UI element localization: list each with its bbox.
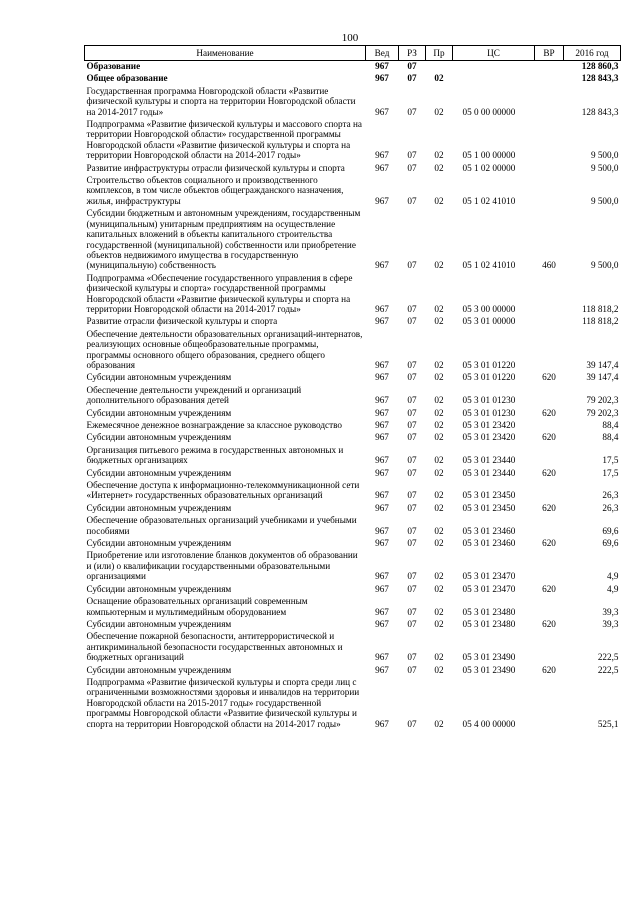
cell-cs: 05 3 01 23490 <box>462 664 516 675</box>
cell-name: Подпрограмма «Развитие физической культуры и спорта среди лиц с ограниченными возможностями здоровья и инвалидов на территории Новгородской области на 2015-2017 годы» государственной программы Новгородской области «Развитие физической культуры и спорта на территории Новгородской области на 2014-2017 годы» <box>86 676 360 729</box>
cell-cs: 05 3 00 00000 <box>462 303 516 314</box>
cell-ved: 967 <box>375 162 389 173</box>
cell-name: Строительство объектов социального и производственного комплексов, в том числе объектов общегражданского назначения, жилья, инфраструктуры <box>86 175 344 206</box>
cell-rz: 07 <box>407 150 417 161</box>
cell-name: Обеспечение пожарной безопасности, антитеррористической и антикриминальной безопасности государственных автономных и бюджетных организаций <box>86 631 343 663</box>
cell-sum: 88,4 <box>602 432 619 443</box>
cell-rz: 07 <box>407 372 417 383</box>
cell-ved: 967 <box>375 395 389 406</box>
cell-name: Развитие отрасли физической культуры и спорта <box>86 316 278 327</box>
cell-ved: 967 <box>375 420 389 430</box>
cell-cs: 05 3 01 23480 <box>462 606 516 617</box>
cell-vr <box>535 596 564 619</box>
cell-cs: 05 0 00 00000 <box>462 106 516 117</box>
cell-name: Субсидии бюджетным и автономным учреждениям, государственным (муниципальным) унитарным предприятиям на осуществление капитальных вложений в объекты капитального строительства государственной (муниципальной) собственности или приобретение объектов недвижимого имущества в государственную (муниципальную) собственность <box>86 208 361 271</box>
cell-ved: 967 <box>375 664 389 675</box>
cell-cs: 05 3 01 23480 <box>462 618 516 629</box>
cell-vr <box>535 175 564 208</box>
cell-vr <box>535 73 564 85</box>
cell-sum: 39,3 <box>602 618 619 629</box>
cell-pr: 02 <box>434 162 444 173</box>
cell-ved: 967 <box>375 490 389 501</box>
cell-ved: 967 <box>375 359 389 370</box>
cell-pr: 02 <box>434 73 444 84</box>
cell-sum: 88,4 <box>602 420 619 430</box>
cell-cs: 05 3 01 01230 <box>462 395 516 406</box>
cell-name: Приобретение или изготовление бланков документов об образовании и (или) о квалификации государственными образовательными организациями <box>86 550 358 582</box>
table-row <box>85 665 621 677</box>
table-body <box>85 61 621 731</box>
cell-ved: 967 <box>375 260 389 271</box>
cell-ved: 967 <box>375 652 389 663</box>
cell-cs <box>453 73 535 85</box>
table-row <box>85 538 621 550</box>
cell-sum: 9 500,0 <box>590 162 619 173</box>
cell-sum: 69,6 <box>602 525 619 536</box>
cell-vr: 620 <box>542 467 556 478</box>
cell-pr: 02 <box>434 316 444 327</box>
cell-name: Субсидии автономным учреждениям <box>86 538 232 549</box>
cell-cs: 05 3 01 23490 <box>462 652 516 663</box>
cell-ved: 967 <box>375 606 389 617</box>
cell-sum: 525,1 <box>597 718 619 729</box>
cell-vr <box>535 515 564 538</box>
cell-name: Субсидии автономным учреждениям <box>86 372 232 383</box>
cell-rz: 07 <box>407 664 417 675</box>
cell-ved: 967 <box>375 407 389 418</box>
cell-rz: 07 <box>407 606 417 617</box>
cell-cs: 05 3 01 01220 <box>462 359 516 370</box>
cell-ved: 967 <box>375 195 389 206</box>
cell-ved: 967 <box>375 106 389 117</box>
table-row <box>85 329 621 373</box>
cell-rz: 07 <box>407 162 417 173</box>
cell-name: Субсидии автономным учреждениям <box>86 467 232 478</box>
table-row <box>85 515 621 538</box>
header-sum: 2016 год <box>564 46 621 61</box>
cell-rz: 07 <box>407 260 417 271</box>
cell-sum: 17,5 <box>602 467 619 478</box>
cell-sum: 26,3 <box>602 502 619 513</box>
cell-rz: 07 <box>407 718 417 729</box>
table-row <box>85 420 621 432</box>
table-row <box>85 119 621 163</box>
cell-vr <box>535 480 564 503</box>
table-row <box>85 584 621 596</box>
cell-vr <box>535 420 564 432</box>
cell-ved: 967 <box>375 372 389 383</box>
cell-rz: 07 <box>407 432 417 443</box>
header-cs: ЦС <box>453 46 535 61</box>
cell-vr: 620 <box>542 538 556 549</box>
cell-pr: 02 <box>434 525 444 536</box>
cell-pr: 02 <box>434 664 444 675</box>
cell-name: Оснащение образовательных организаций современным компьютерным и мультимедийным оборудованием <box>86 596 308 617</box>
cell-cs: 05 1 02 00000 <box>462 162 516 173</box>
table-row <box>85 86 621 119</box>
cell-cs: 05 1 02 41010 <box>462 195 516 206</box>
header-rz: РЗ <box>399 46 426 61</box>
cell-vr <box>535 273 564 317</box>
cell-name: Обеспечение деятельности образовательных организаций-интернатов, реализующих основные общеобразовательные программы, программы основного общего образования, среднего общего образования <box>86 328 363 370</box>
cell-ved: 967 <box>375 525 389 536</box>
cell-sum: 4,9 <box>607 583 619 594</box>
table-row <box>85 73 621 85</box>
cell-ved: 967 <box>375 583 389 594</box>
cell-vr <box>535 445 564 468</box>
table-row <box>85 596 621 619</box>
cell-cs: 05 3 01 23420 <box>462 432 516 443</box>
cell-rz: 07 <box>407 106 417 117</box>
cell-pr: 02 <box>434 718 444 729</box>
cell-name: Субсидии автономным учреждениям <box>86 432 232 443</box>
cell-name: Субсидии автономным учреждениям <box>86 407 232 418</box>
table-row <box>85 677 621 731</box>
cell-cs: 05 3 01 23440 <box>462 467 516 478</box>
table-row <box>85 316 621 328</box>
cell-pr: 02 <box>434 571 444 582</box>
cell-cs: 05 3 01 23470 <box>462 583 516 594</box>
cell-ved: 967 <box>375 538 389 549</box>
cell-pr: 02 <box>434 106 444 117</box>
cell-vr <box>535 550 564 583</box>
cell-ved: 967 <box>375 618 389 629</box>
cell-sum: 39 147,4 <box>586 359 619 370</box>
cell-vr: 620 <box>542 618 556 629</box>
cell-cs: 05 3 01 23460 <box>462 525 516 536</box>
cell-cs: 05 3 01 23450 <box>462 502 516 513</box>
cell-cs: 05 1 00 00000 <box>462 150 516 161</box>
cell-ved: 967 <box>375 718 389 729</box>
table-row <box>85 372 621 384</box>
cell-rz: 07 <box>407 61 417 71</box>
cell-rz: 07 <box>407 395 417 406</box>
cell-vr: 620 <box>542 664 556 675</box>
cell-vr <box>535 86 564 119</box>
cell-pr: 02 <box>434 150 444 161</box>
cell-pr: 02 <box>434 583 444 594</box>
cell-sum: 79 202,3 <box>586 395 619 406</box>
cell-sum: 128 860,3 <box>581 61 619 71</box>
cell-rz: 07 <box>407 538 417 549</box>
table-row <box>85 163 621 175</box>
table-row <box>85 445 621 468</box>
cell-pr: 02 <box>434 395 444 406</box>
cell-vr <box>535 677 564 731</box>
cell-sum: 39 147,4 <box>586 372 619 383</box>
cell-sum: 222,5 <box>597 664 619 675</box>
cell-cs: 05 3 01 01220 <box>462 372 516 383</box>
cell-sum: 9 500,0 <box>590 195 619 206</box>
cell-vr: 460 <box>542 260 556 271</box>
cell-name: Подпрограмма «Развитие физической культуры и массового спорта на территории Новгородской области» государственной программы Новгородской области «Развитие физической культуры и спорта на территории Новгородской области на 2014-2017 годы» <box>86 119 362 161</box>
cell-ved: 967 <box>375 61 389 71</box>
cell-name: Обеспечение доступа к информационно-телекоммуникационной сети «Интернет» государственных образовательных организаций <box>86 480 360 501</box>
cell-pr: 02 <box>434 455 444 466</box>
cell-rz: 07 <box>407 618 417 629</box>
cell-cs: 05 3 01 23450 <box>462 490 516 501</box>
table-row <box>85 273 621 317</box>
cell-cs: 05 3 01 00000 <box>462 316 516 327</box>
cell-rz: 07 <box>407 73 417 84</box>
cell-pr: 02 <box>434 432 444 443</box>
table-row <box>85 631 621 664</box>
cell-ved: 967 <box>375 571 389 582</box>
table-row <box>85 408 621 420</box>
cell-rz: 07 <box>407 316 417 327</box>
table-row <box>85 208 621 272</box>
cell-sum: 222,5 <box>597 652 619 663</box>
cell-name: Развитие инфраструктуры отрасли физической культуры и спорта <box>86 162 345 173</box>
table-row <box>85 468 621 480</box>
cell-rz: 07 <box>407 652 417 663</box>
cell-name: Образование <box>86 61 141 71</box>
cell-name: Организация питьевого режима в государственных автономных и бюджетных организациях <box>86 444 344 466</box>
cell-ved: 967 <box>375 316 389 327</box>
cell-cs: 05 1 02 41010 <box>462 260 516 271</box>
cell-pr: 02 <box>434 420 444 430</box>
cell-cs <box>453 61 535 74</box>
table-row <box>85 550 621 583</box>
cell-rz: 07 <box>407 420 417 430</box>
table-row <box>85 480 621 503</box>
budget-table <box>84 45 621 731</box>
cell-sum: 79 202,3 <box>586 407 619 418</box>
cell-pr: 02 <box>434 467 444 478</box>
cell-pr: 02 <box>434 359 444 370</box>
cell-rz: 07 <box>407 502 417 513</box>
cell-vr <box>535 631 564 664</box>
cell-name: Подпрограмма «Обеспечение государственного управления в сфере физической культуры и спорта» государственной программы Новгородской области «Развитие физической культуры и спорта на территории Новгородской области на 2014-2017 годы» <box>86 272 353 314</box>
cell-vr: 620 <box>542 372 556 383</box>
header-ved: Вед <box>366 46 399 61</box>
cell-pr: 02 <box>434 407 444 418</box>
cell-name: Ежемесячное денежное вознаграждение за классное руководство <box>86 420 342 430</box>
cell-cs: 05 3 01 23420 <box>462 420 516 430</box>
cell-cs: 05 3 01 23460 <box>462 538 516 549</box>
cell-cs: 05 4 00 00000 <box>462 718 516 729</box>
cell-cs: 05 3 01 23470 <box>462 571 516 582</box>
cell-cs: 05 3 01 23440 <box>462 455 516 466</box>
cell-rz: 07 <box>407 583 417 594</box>
cell-vr <box>535 163 564 175</box>
cell-name: Общее образование <box>86 73 168 84</box>
cell-ved: 967 <box>375 150 389 161</box>
cell-sum: 9 500,0 <box>590 260 619 271</box>
cell-vr <box>535 316 564 328</box>
cell-pr: 02 <box>434 538 444 549</box>
cell-name: Субсидии автономным учреждениям <box>86 618 232 629</box>
cell-sum: 17,5 <box>602 455 619 466</box>
cell-vr <box>535 385 564 408</box>
table-header-row <box>85 46 621 61</box>
cell-pr: 02 <box>434 490 444 501</box>
cell-name: Субсидии автономным учреждениям <box>86 664 232 675</box>
header-pr: Пр <box>426 46 453 61</box>
page-number: 100 <box>341 32 359 44</box>
cell-vr: 620 <box>542 432 556 443</box>
cell-pr: 02 <box>434 372 444 383</box>
table-row <box>85 175 621 208</box>
cell-pr: 02 <box>434 652 444 663</box>
cell-name: Обеспечение образовательных организаций учебниками и учебными пособиями <box>86 515 357 536</box>
cell-sum: 118 818,2 <box>582 303 619 314</box>
cell-pr: 02 <box>434 303 444 314</box>
cell-rz: 07 <box>407 490 417 501</box>
cell-rz: 07 <box>407 303 417 314</box>
table-row <box>85 619 621 631</box>
cell-name: Государственная программа Новгородской области «Развитие физической культуры и спорта на территории Новгородской области на 2014-2017 годы» <box>86 85 356 117</box>
cell-rz: 07 <box>407 525 417 536</box>
cell-rz: 07 <box>407 455 417 466</box>
cell-sum: 69,6 <box>602 538 619 549</box>
cell-sum: 128 843,3 <box>581 106 619 117</box>
cell-name: Субсидии автономным учреждениям <box>86 502 232 513</box>
cell-pr: 02 <box>434 502 444 513</box>
cell-rz: 07 <box>407 407 417 418</box>
cell-sum: 39,3 <box>602 606 619 617</box>
header-name: Наименование <box>85 46 366 61</box>
cell-ved: 967 <box>375 303 389 314</box>
cell-vr <box>535 61 564 74</box>
cell-sum: 128 843,3 <box>581 73 619 84</box>
cell-pr <box>426 61 453 74</box>
cell-rz: 07 <box>407 195 417 206</box>
cell-pr: 02 <box>434 195 444 206</box>
cell-vr <box>535 329 564 373</box>
cell-name: Обеспечение деятельности учреждений и организаций дополнительного образования детей <box>86 384 302 406</box>
cell-pr: 02 <box>434 606 444 617</box>
cell-vr <box>535 119 564 163</box>
header-vr: ВР <box>535 46 564 61</box>
table-row <box>85 385 621 408</box>
cell-sum: 9 500,0 <box>590 150 619 161</box>
cell-rz: 07 <box>407 571 417 582</box>
cell-pr: 02 <box>434 618 444 629</box>
table-row <box>85 432 621 444</box>
cell-name: Субсидии автономным учреждениям <box>86 583 232 594</box>
table-row <box>85 503 621 515</box>
cell-sum: 118 818,2 <box>582 316 619 327</box>
cell-ved: 967 <box>375 73 389 84</box>
cell-ved: 967 <box>375 467 389 478</box>
cell-vr: 620 <box>542 502 556 513</box>
cell-ved: 967 <box>375 432 389 443</box>
table-row <box>85 61 621 74</box>
cell-vr: 620 <box>542 583 556 594</box>
cell-pr: 02 <box>434 260 444 271</box>
cell-cs: 05 3 01 01230 <box>462 407 516 418</box>
cell-rz: 07 <box>407 467 417 478</box>
cell-ved: 967 <box>375 502 389 513</box>
cell-sum: 4,9 <box>607 571 619 582</box>
cell-sum: 26,3 <box>602 490 619 501</box>
cell-rz: 07 <box>407 359 417 370</box>
cell-ved: 967 <box>375 455 389 466</box>
cell-vr: 620 <box>542 407 556 418</box>
